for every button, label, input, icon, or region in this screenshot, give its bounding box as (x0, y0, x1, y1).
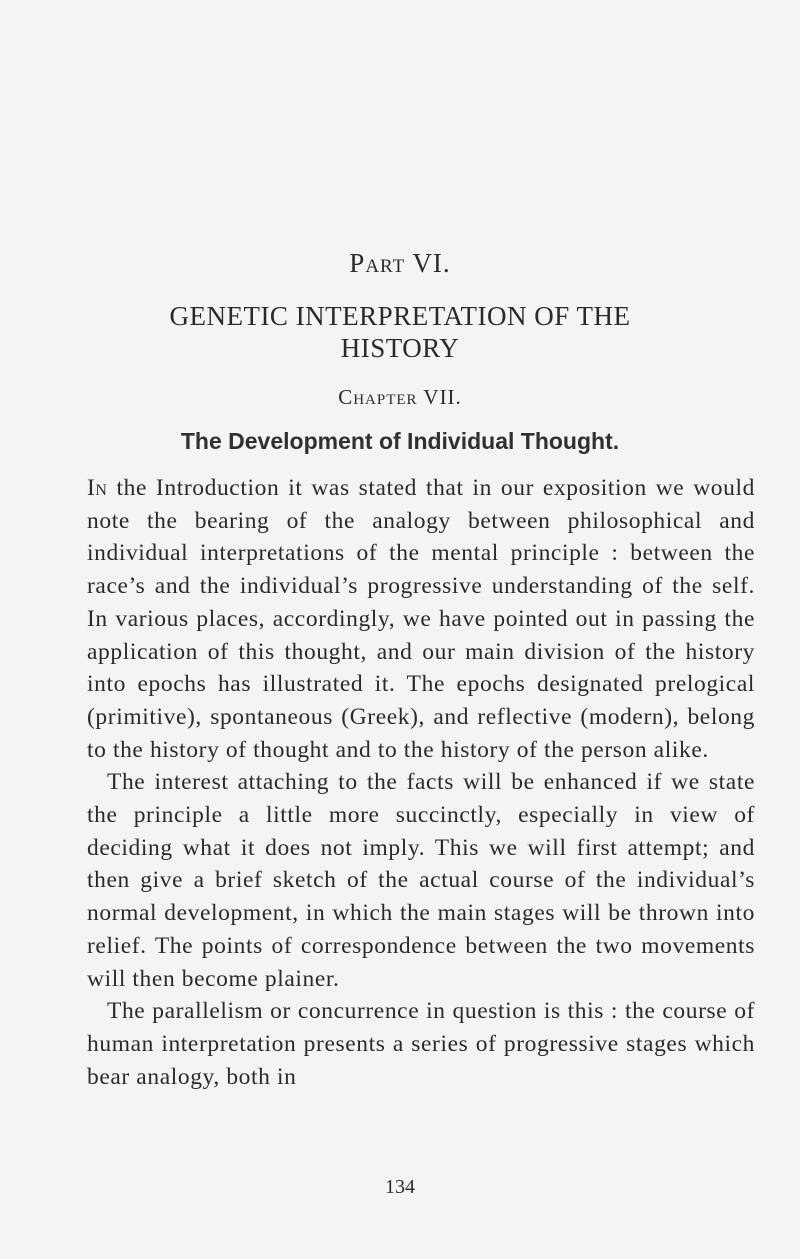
paragraph-2: The interest attaching to the facts will be enhanced if we state the principle a little more succinctly, especially in view of deciding what it does not imply. This we will first attempt; and then give a brief sketch of the actual course of the individual’s normal development, in which the main stages will be thrown into relief. The points of correspondence between the two movements will then become plainer. (87, 769, 755, 992)
chapter-heading: Chapter VII. (338, 385, 462, 409)
paragraph-1 (87, 472, 755, 766)
paragraph-1-text: the Introduction it was stated that in our exposition we would note the bearing of the analogy between philosophical and individual interpretations of the mental principle : between the race’s and the individual’s progressive understanding of the self. In various places, accordingly, we have pointed out in passing the application of this thought, and our main division of the history into epochs has illustrated it. The epochs designated prelogical (primitive), spontaneous (Greek), and reflective (modern), belong to the history of thought and to the history of the person alike. (87, 475, 755, 763)
part-title-line-2: HISTORY (340, 333, 460, 363)
body-text (87, 472, 755, 1093)
paragraph-1-opener: In (87, 475, 108, 501)
chapter-title: The Development of Individual Thought. (180, 428, 620, 454)
part-number: VI. (412, 248, 451, 278)
part-title (0, 300, 800, 364)
page-number: 134 (385, 1176, 415, 1198)
paragraph-3: The parallelism or concurrence in question is this : the course of human interpretation presents a series of progressive stages which bear analogy, both in (87, 998, 755, 1090)
part-title-line-1: GENETIC INTERPRETATION OF THE (169, 301, 631, 331)
part-label: Part (349, 248, 406, 278)
part-heading (0, 248, 800, 279)
